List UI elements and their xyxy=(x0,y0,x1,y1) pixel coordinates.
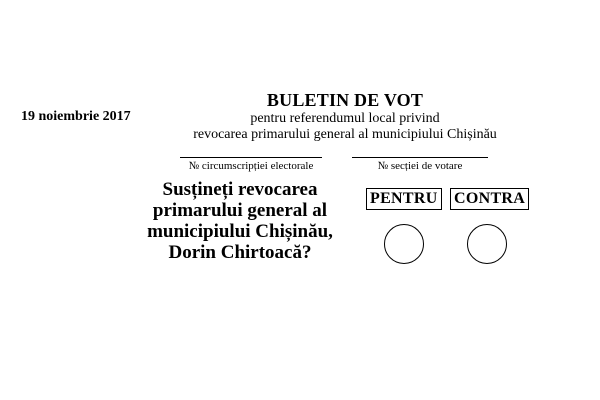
ballot-subtitle-line-1: pentru referendumul local privind xyxy=(250,111,440,126)
ballot-header xyxy=(170,89,520,143)
circumscription-field xyxy=(180,157,322,172)
referendum-question xyxy=(120,179,360,263)
ballot-subtitle-line-2: revocarea primarului general al municipiului Chișinău xyxy=(193,127,497,142)
ballot-date: 19 noiembrie 2017 xyxy=(21,109,131,124)
ballot-title: BULETIN DE VOT xyxy=(266,90,424,110)
question-line: primarului general al xyxy=(152,200,328,221)
contra-vote-circle[interactable] xyxy=(467,224,507,264)
section-number-line xyxy=(352,157,488,158)
section-label: № secției de votare xyxy=(377,160,463,172)
circumscription-label: № circumscripției electorale xyxy=(188,160,314,172)
question-line: Susțineți revocarea xyxy=(162,179,318,200)
pentru-vote-circle[interactable] xyxy=(384,224,424,264)
question-line: Dorin Chirtoacă? xyxy=(168,242,312,263)
option-pentru-label: PENTRU xyxy=(366,188,442,210)
section-field xyxy=(352,157,488,172)
circumscription-number-line xyxy=(180,157,322,158)
question-line: municipiului Chișinău, xyxy=(147,221,333,242)
option-contra-label: CONTRA xyxy=(450,188,529,210)
